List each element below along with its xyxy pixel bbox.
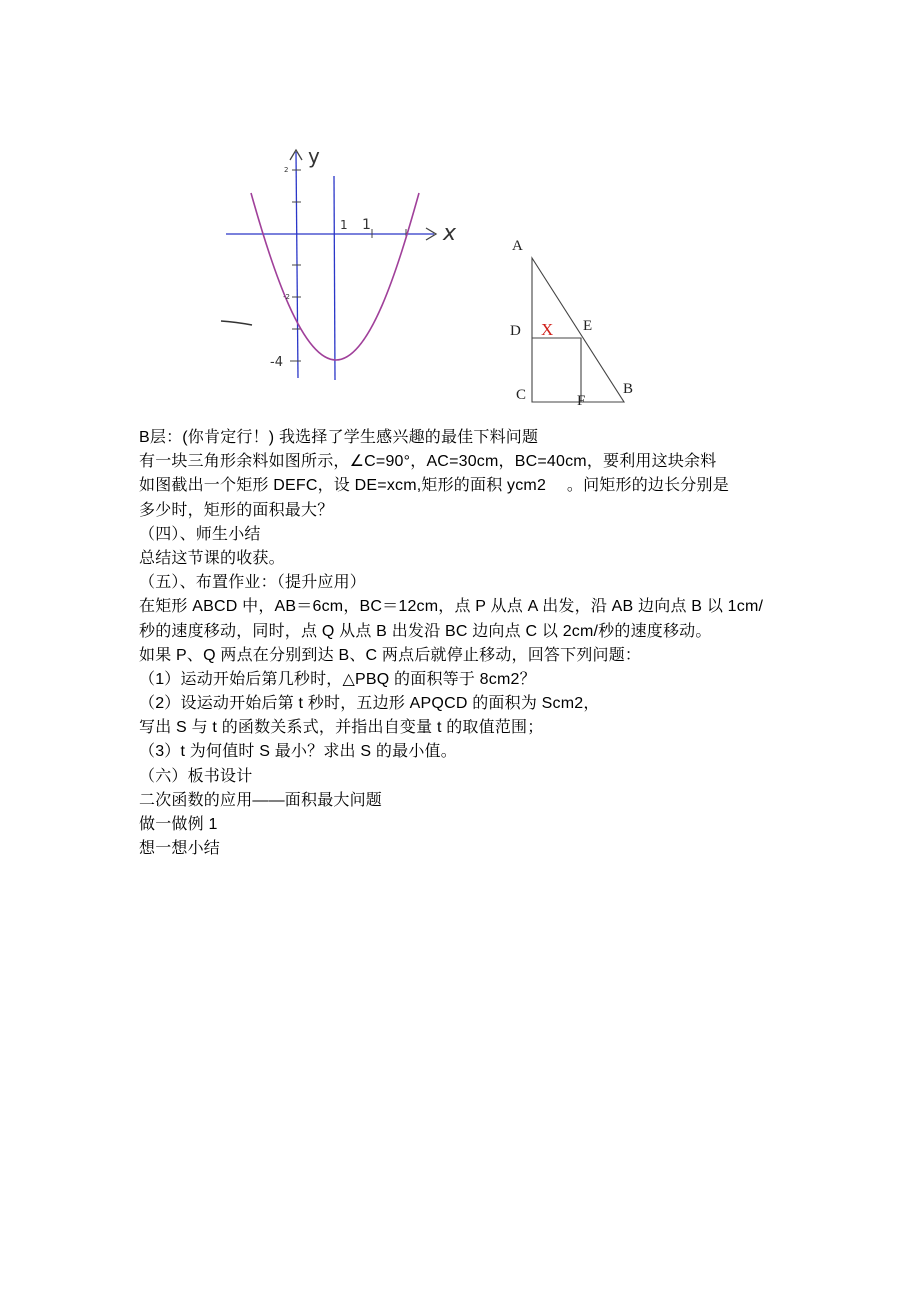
line-homework-1: 在矩形 ABCD 中，AB＝6cm，BC＝12cm，点 P 从点 A 出发，沿 AB 边向点 B 以 1cm/ [139,598,764,616]
question-1: （1）运动开始后第几秒时，△PBQ 的面积等于 8cm2？ [139,670,536,688]
board-item-2: 想一想小结 [139,840,221,858]
tick-label-x1: 1 [340,218,348,232]
triangle-diagram [505,232,645,412]
heading-summary: （四）、师生小结 [139,525,261,543]
line-problem-2: 如图截出一个矩形 DEFC，设 DE=xcm,矩形的面积 ycm2 。问矩形的边长分别是 [139,477,729,495]
tick-label-x2: 1 [362,217,371,233]
line-homework-3: 如果 P、Q 两点在分别到达 B、C 两点后就停止移动，回答下列问题： [139,646,642,664]
symmetry-axis [334,176,335,380]
tick-label-neg2: -2 [283,293,290,301]
line-homework-2: 秒的速度移动，同时，点 Q 从点 B 出发沿 BC 边向点 C 以 2cm/秒的速度移动。 [139,622,712,640]
label-d: D [510,323,521,339]
board-title: 二次函数的应用——面积最大问题 [139,791,383,809]
x-axis-label: x [443,221,457,246]
label-x: X [541,320,554,339]
board-item-1: 做一做例 1 [139,816,218,833]
label-e: E [583,318,593,334]
question-2-cont: 写出 S 与 t 的函数关系式，并指出自变量 t 的取值范围； [139,719,544,737]
pen-stroke [221,321,252,325]
y-axis-label: y [308,145,320,168]
line-summary: 总结这节课的收获。 [139,549,285,567]
heading-homework: （五）、布置作业：（提升应用） [139,574,367,592]
question-3: （3）t 为何值时 S 最小？求出 S 的最小值。 [139,743,457,761]
rectangle-defc [532,338,581,402]
line-problem-3: 多少时，矩形的面积最大？ [139,501,334,519]
tick-label-neg4: -4 [270,355,283,370]
lesson-text [139,426,799,861]
line-problem-1: 有一块三角形余料如图所示，∠C=90°，AC=30cm，BC=40cm，要利用这块余料 [139,453,717,471]
line-b-level: B层：(你肯定行！) 我选择了学生感兴趣的最佳下料问题 [139,429,539,446]
question-2: （2）设运动开始后第 t 秒时，五边形 APQCD 的面积为 Scm2， [139,695,600,713]
label-b: B [623,381,634,397]
heading-board-design: （六）板书设计 [139,767,253,785]
tick-label-2: 2 [284,166,289,174]
label-a: A [512,238,523,254]
label-c: C [516,387,527,403]
parabola-graph [215,145,475,385]
label-f: F [577,393,586,409]
